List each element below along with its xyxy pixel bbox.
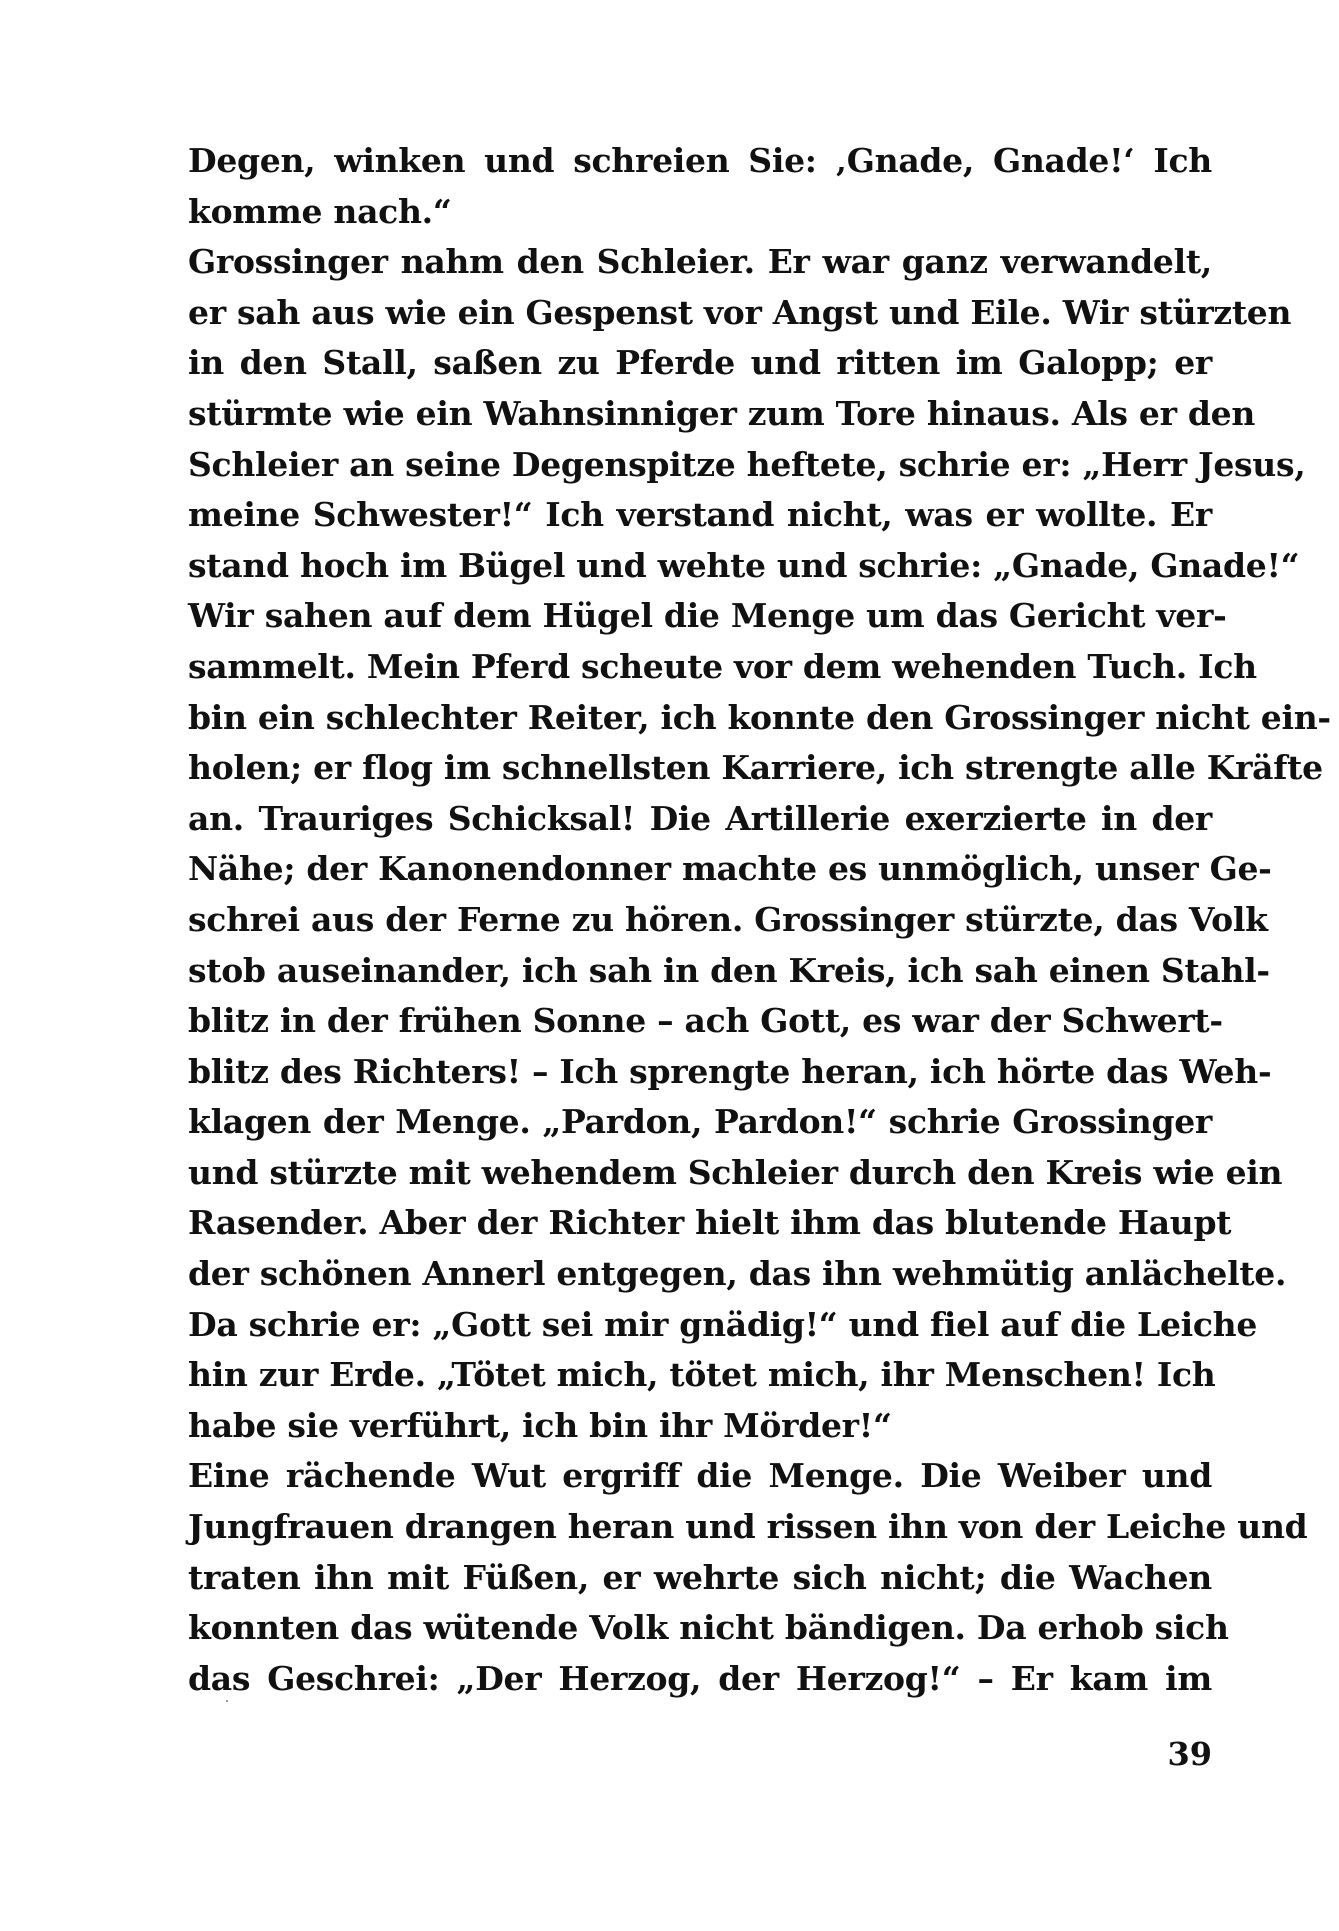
text-line: blitz in der frühen Sonne – ach Gott, es war der Schwert-: [188, 1001, 1223, 1041]
text-line: meine Schwester!“ Ich verstand nicht, was er wollte. Er: [188, 495, 1212, 535]
text-line: Nähe; der Kanonendonner machte es unmöglich, unser Ge-: [188, 849, 1272, 889]
text-line: Da schrie er: „Gott sei mir gnädig!“ und fiel auf die Leiche: [188, 1304, 1258, 1344]
text-line: komme nach.“: [188, 191, 452, 231]
text-line: an. Trauriges Schicksal! Die Artillerie exerzierte in der: [188, 798, 1212, 838]
text-line: bin ein schlechter Reiter, ich konnte den Grossinger nicht ein-: [188, 697, 1331, 737]
text-line: blitz des Richters! – Ich sprengte heran, ich hörte das Weh-: [188, 1051, 1272, 1091]
text-line: in den Stall, saßen zu Pferde und ritten im Galopp; er: [188, 343, 1212, 383]
text-line: stand hoch im Bügel und wehte und schrie: „Gnade, Gnade!“: [188, 545, 1300, 585]
text-line: hin zur Erde. „Tötet mich, tötet mich, ihr Menschen! Ich: [188, 1355, 1216, 1395]
text-line: traten ihn mit Füßen, er wehrte sich nicht; die Wachen: [188, 1557, 1212, 1597]
text-line: stob auseinander, ich sah in den Kreis, ich sah einen Stahl-: [188, 950, 1270, 990]
text-line: habe sie verführt, ich bin ihr Mörder!“: [188, 1405, 892, 1445]
text-line: Rasender. Aber der Richter hielt ihm das blutende Haupt: [188, 1203, 1232, 1243]
text-line: der schönen Annerl entgegen, das ihn wehmütig anlächelte.: [188, 1254, 1287, 1294]
text-line: stürmte wie ein Wahnsinniger zum Tore hinaus. Als er den: [188, 393, 1256, 433]
text-line: klagen der Menge. „Pardon, Pardon!“ schrie Grossinger: [188, 1102, 1212, 1142]
text-line: er sah aus wie ein Gespenst vor Angst und Eile. Wir stürzten: [188, 292, 1292, 332]
text-line: holen; er flog im schnellsten Karriere, ich strengte alle Kräfte: [188, 748, 1323, 788]
text-line: Jungfrauen drangen heran und rissen ihn von der Leiche und: [188, 1507, 1308, 1547]
text-line: sammelt. Mein Pferd scheute vor dem wehenden Tuch. Ich: [188, 646, 1257, 686]
text-line: Eine rächende Wut ergriff die Menge. Die Weiber und: [188, 1456, 1212, 1496]
text-line: das Geschrei: „Der Herzog, der Herzog!“ – Er kam im: [188, 1658, 1212, 1698]
scan-speck: [226, 1700, 228, 1702]
page-number: 39: [1167, 1735, 1212, 1773]
text-line: schrei aus der Ferne zu hören. Grossinger stürzte, das Volk: [188, 899, 1268, 939]
page-body: [188, 136, 1331, 1704]
text-line: konnten das wütende Volk nicht bändigen. Da erhob sich: [188, 1608, 1229, 1648]
text-line: Degen, winken und schreien Sie: ‚Gnade, Gnade!‘ Ich: [188, 141, 1212, 180]
text-line: Schleier an seine Degenspitze heftete, schrie er: „Herr Jesus,: [188, 444, 1306, 484]
text-line: Wir sahen auf dem Hügel die Menge um das Gericht ver-: [188, 596, 1227, 636]
text-line: und stürzte mit wehendem Schleier durch den Kreis wie ein: [188, 1152, 1283, 1192]
text-line: Grossinger nahm den Schleier. Er war ganz verwandelt,: [188, 242, 1212, 282]
